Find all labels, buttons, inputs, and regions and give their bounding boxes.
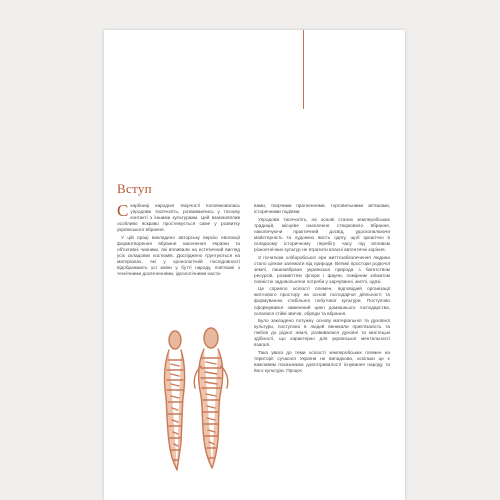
top-divider-rule <box>303 30 304 109</box>
paragraph: Така увага до теми осілості землеробських племен на території сучасної України не випадкова, оскільки це є важливим показником довготривалості існування народу та його культури. Процес <box>254 350 390 374</box>
clay-figurines-illustration <box>155 326 237 476</box>
paragraph-text: карбниці народної творчості поповнювалась упродовж тисячоліть, розвиваючись у тісному контакті з іншими культурами. Цей взаємовплив особливо яскраво простежується саме у розвитку українського вбрання. <box>117 203 240 233</box>
paragraph: Упродовж тисячоліть, на основі сталих землеробських традицій, місцеве населення створювало вбрання, накопичуючи практичний досвід, удосконалюючи майстерність та художню якість одягу, щоб зреагічно в складному історичному перебігу часу під впливом різноетнічних культур не втратити власні автентичні коріння. <box>254 216 390 252</box>
paragraph: вами, творчими прагненнями, торговельними зв'язками, історичними подіями. <box>254 203 390 215</box>
book-page <box>104 30 405 500</box>
paragraph: Було закладено потужну основу матеріальної та духовної культури, поступово в людей виникали прив'язаність та любов до рідної землі, розвивалися духовні та мистецькі здібності, що характерно для української ментальності взагалі. <box>254 318 390 348</box>
section-heading: Вступ <box>117 181 152 196</box>
figurine-left <box>164 331 184 470</box>
figurine-right <box>194 328 228 468</box>
paragraph: Це сприяло осілості племен, відповідній організації житлового простору на основі господарчої діяльності та формуванню стабільної побутової культури. Поступово сформувався замкнений цикл домашнього господарства, склалися стійкі звичаї, обряди та вбрання. <box>254 286 390 316</box>
right-text-column <box>254 203 390 376</box>
paragraph: У цій праці викладено авторську версію еволюції формотворення вбрання населення України та об'єктивні чинники, які впливали на естетичний вигляд усіх складових костюмів. Досліджено ґрунтуються на матеріалах, які у хронологічній послідовності відображають усі зміни у бутті народу, пов'язані з технічними досягненнями, ідеологічними наста- <box>117 234 240 277</box>
paragraph <box>117 203 240 233</box>
paragraph: З початком хліборобської ери життєзабезпечення людини стало цілком залежати від природи. Великі простори родючої землі, пишновбрана українська природа з багатством ресурсів, розмаїттям флори і фауни, помірним кліматом повністю задовольняли потреби у харчуванні, житлі, одязі. <box>254 254 390 284</box>
drop-cap-letter: С <box>117 201 129 220</box>
left-text-column <box>117 203 240 279</box>
